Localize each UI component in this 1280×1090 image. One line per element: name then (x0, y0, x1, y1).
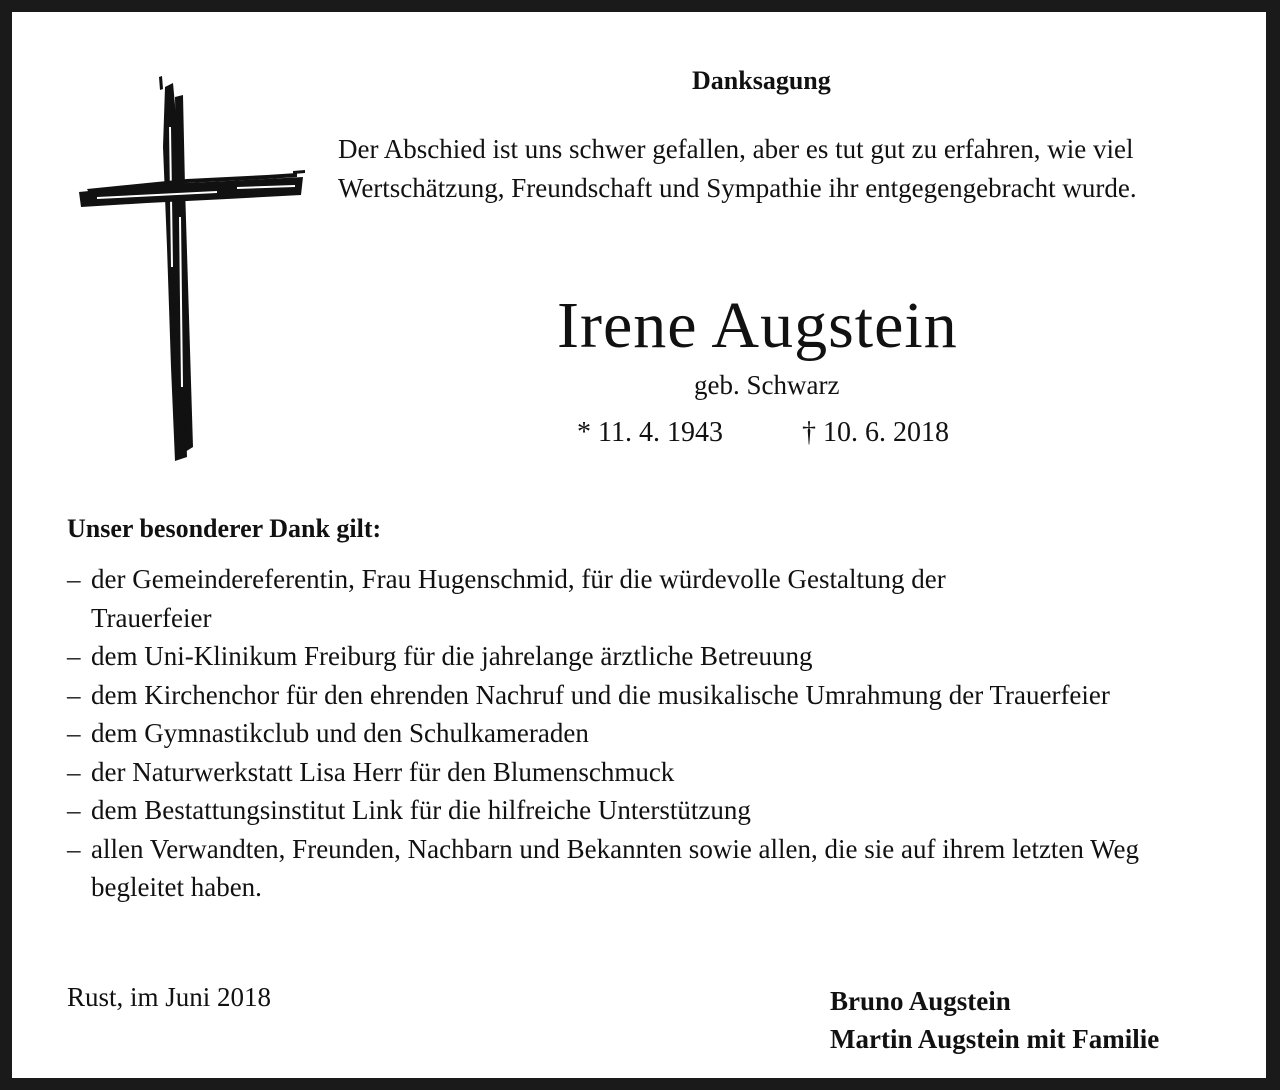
list-item (67, 637, 1217, 676)
list-item (67, 560, 1217, 637)
death-date: † 10. 6. 2018 (801, 417, 949, 448)
list-item-text: dem Gymnastikclub und den Schulkameraden (91, 718, 589, 748)
deceased-name: Irene Augstein (557, 289, 958, 362)
cross-icon (67, 67, 307, 467)
thanks-heading: Unser besonderer Dank gilt: (67, 514, 382, 543)
list-item-text: der Gemeindereferentin, Frau Hugenschmid, für die würdevolle Gestaltung der Trauerfeier (91, 564, 946, 633)
list-item (67, 753, 1217, 792)
list-item (67, 714, 1217, 753)
dash-marker: – (67, 756, 81, 787)
dash-marker: – (67, 679, 81, 710)
list-item (67, 676, 1217, 715)
list-item-text: dem Bestattungsinstitut Link für die hilfreiche Unterstützung (91, 795, 751, 825)
maiden-name: geb. Schwarz (694, 370, 840, 400)
list-item-text: allen Verwandten, Freunden, Nachbarn und Bekannten sowie allen, die sie auf ihrem letzten Weg begleitet haben. (91, 833, 1139, 902)
dash-marker: – (67, 564, 81, 594)
signer-name: Bruno Augstein (830, 986, 1011, 1016)
intro-text: Der Abschied ist uns schwer gefallen, aber es tut gut zu erfahren, wie viel Wertschätzung, Freundschaft und Sympathie ihr entgegengebracht wurde. (338, 134, 1137, 203)
signers (830, 982, 1159, 1058)
dash-marker: – (67, 833, 81, 864)
signer-name: Martin Augstein mit Familie (830, 1024, 1160, 1054)
dash-marker: – (67, 718, 81, 748)
list-item-text: dem Uni-Klinikum Freiburg für die jahrelange ärztliche Betreuung (91, 641, 813, 671)
birth-date: * 11. 4. 1943 (577, 417, 723, 448)
list-item (67, 791, 1217, 830)
thanks-list (67, 560, 1217, 907)
dash-marker: – (67, 795, 81, 825)
place-date: Rust, im Juni 2018 (67, 982, 272, 1012)
list-item (67, 830, 1217, 907)
list-item-text: dem Kirchenchor für den ehrenden Nachruf und die musikalische Umrahmung der Trauerfeier (91, 679, 1110, 710)
notice-heading: Danksagung (692, 66, 831, 95)
obituary-notice (12, 12, 1266, 1078)
list-item-text: der Naturwerkstatt Lisa Herr für den Blumenschmuck (91, 756, 675, 787)
life-dates (577, 417, 949, 449)
dash-marker: – (67, 641, 81, 671)
